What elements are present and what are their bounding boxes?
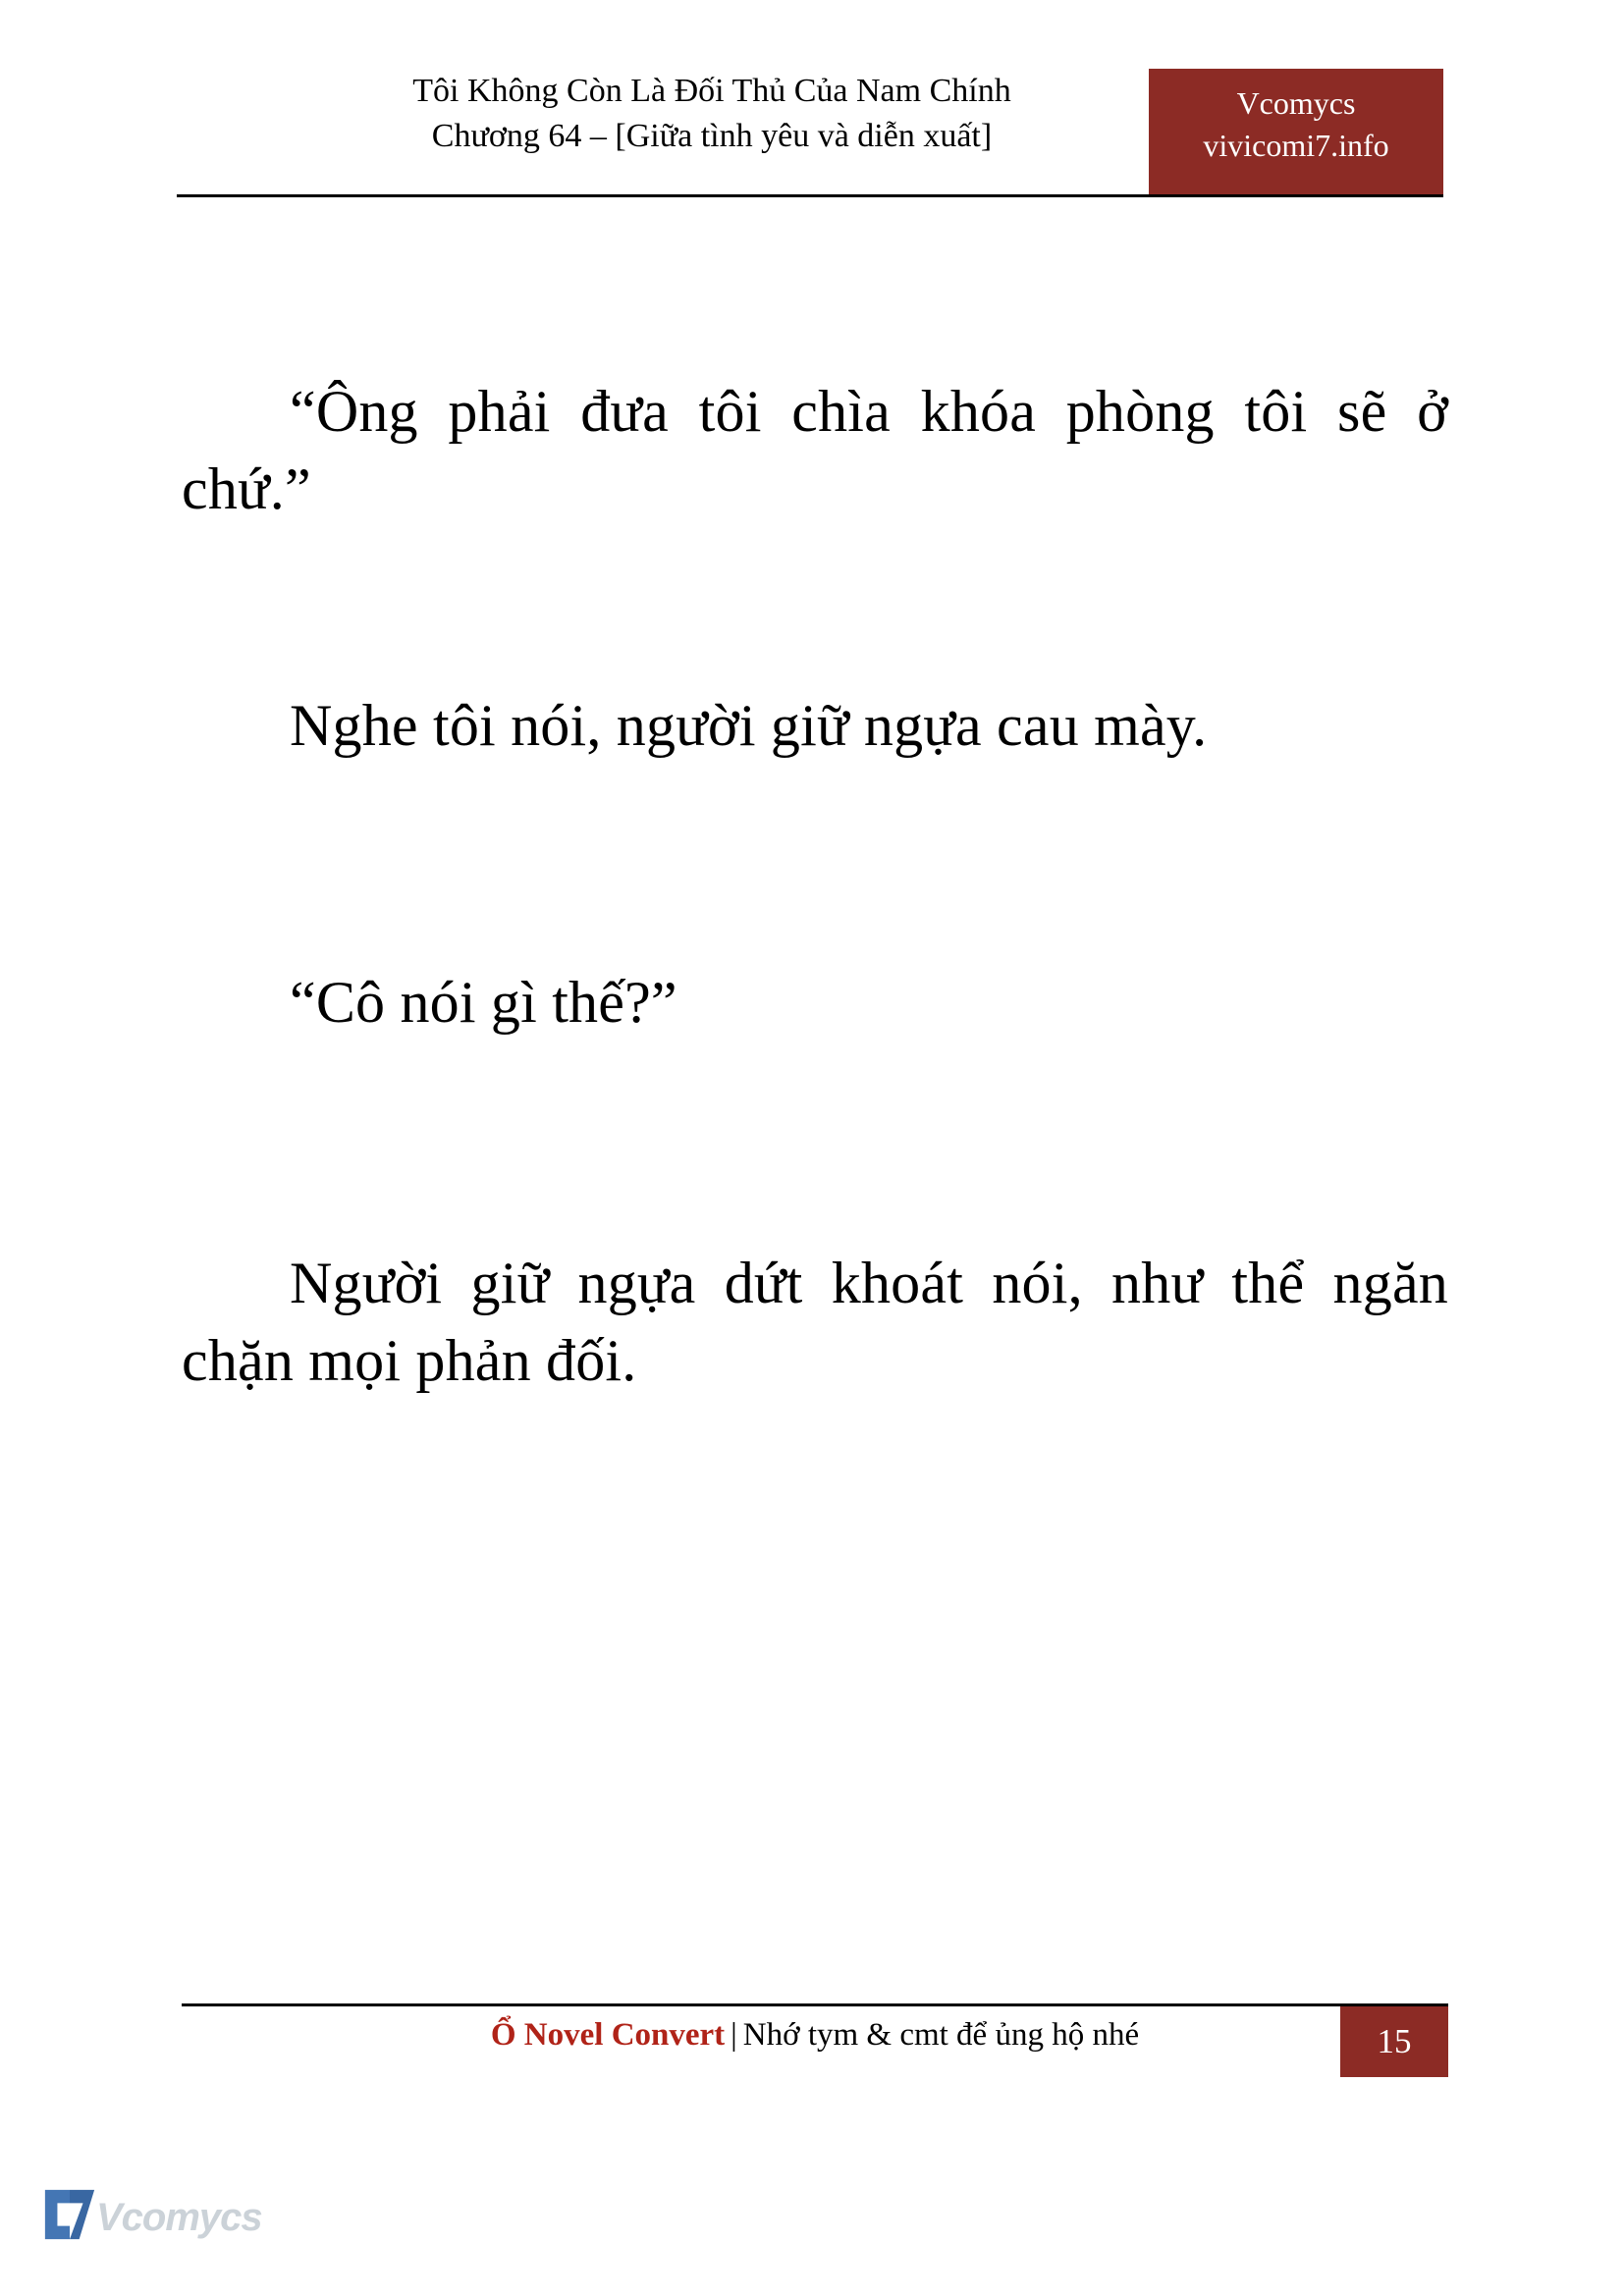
page-header <box>177 69 1443 196</box>
paragraph-spacer <box>182 856 1448 964</box>
paragraph-4: Người giữ ngựa dứt khoát nói, như thể ngăn chặn mọi phản đối. <box>182 1250 1448 1393</box>
footer-divider <box>182 2003 1448 2006</box>
header-title-block <box>177 69 1247 159</box>
footer-note: Nhớ tym & cmt để ủng hộ nhé <box>742 2017 1140 2053</box>
paragraph-3: “Cô nói gì thế?” <box>290 969 677 1035</box>
site-badge <box>1149 69 1443 194</box>
footer-separator: | <box>731 2017 737 2053</box>
paragraph-spacer <box>182 1132 1448 1245</box>
page-content <box>182 373 1448 1490</box>
paragraph-spacer <box>182 618 1448 687</box>
watermark <box>39 2178 265 2267</box>
watermark-text: Vcomycs <box>96 2196 262 2239</box>
paragraph-1: “Ông phải đưa tôi chìa khóa phòng tôi sẽ ở chứ.” <box>182 379 1448 522</box>
page-footer <box>182 2003 1448 2092</box>
chapter-title: Chương 64 – [Giữa tình yêu và diễn xuất] <box>431 117 993 154</box>
vcomycs-logo-icon <box>41 2184 98 2245</box>
footer-brand: Ổ Novel Convert <box>490 2017 726 2053</box>
header-divider <box>177 194 1443 197</box>
site-badge-name: Vcomycs <box>1236 85 1356 121</box>
site-badge-url: vivicomi7.info <box>1203 128 1389 164</box>
page-number: 15 <box>1340 2006 1448 2077</box>
footer-credit <box>182 2017 1448 2054</box>
paragraph-2: Nghe tôi nói, người giữ ngựa cau mày. <box>290 693 1208 759</box>
book-title: Tôi Không Còn Là Đối Thủ Của Nam Chính <box>412 73 1011 109</box>
